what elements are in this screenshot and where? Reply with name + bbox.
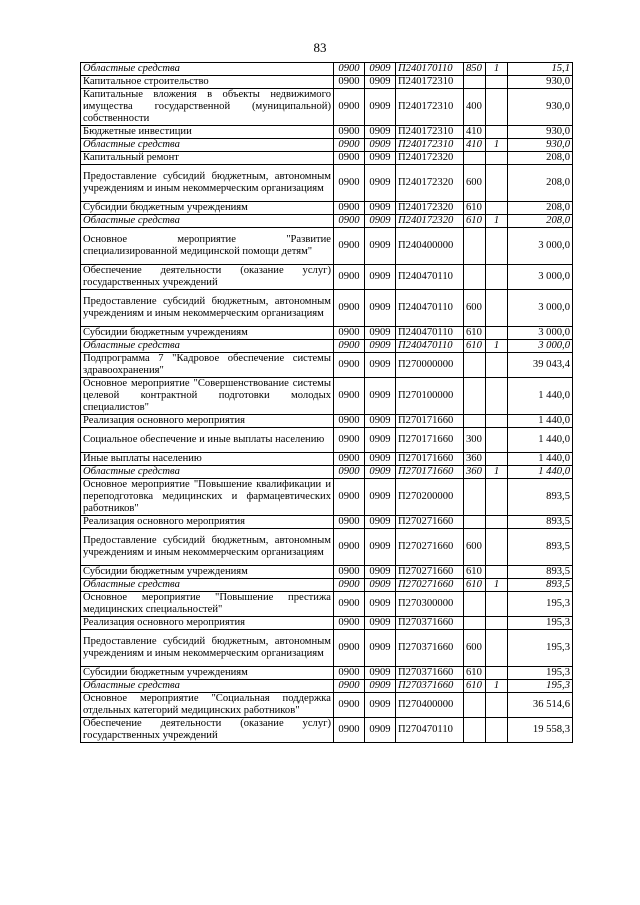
row-expense-type: 610 [464,215,486,228]
row-amount: 1 440,0 [508,378,573,415]
row-amount: 930,0 [508,89,573,126]
row-amount: 893,5 [508,579,573,592]
row-section-code: 0900 [334,428,365,453]
row-target-code: П240470110 [396,327,464,340]
row-section-code: 0900 [334,693,365,718]
row-funding-source [486,152,508,165]
row-amount: 1 440,0 [508,415,573,428]
table-row [81,718,573,743]
row-target-code: П270171660 [396,415,464,428]
table-row [81,378,573,415]
row-expense-type [464,479,486,516]
row-section-code: 0900 [334,630,365,667]
row-funding-source: 1 [486,63,508,76]
row-target-code: П270371660 [396,630,464,667]
budget-table-body [81,63,573,743]
row-expense-type [464,718,486,743]
row-expense-type [464,378,486,415]
row-expense-type: 360 [464,453,486,466]
row-amount: 930,0 [508,126,573,139]
row-target-code: П270271660 [396,516,464,529]
row-subsection-code: 0909 [365,63,396,76]
row-amount: 893,5 [508,529,573,566]
row-expense-type: 610 [464,202,486,215]
table-row [81,630,573,667]
row-target-code: П240400000 [396,228,464,265]
row-description: Областные средства [81,680,334,693]
row-subsection-code: 0909 [365,89,396,126]
row-subsection-code: 0909 [365,428,396,453]
table-row [81,566,573,579]
row-description: Реализация основного мероприятия [81,617,334,630]
row-description: Обеспечение деятельности (оказание услуг) государственных учреждений [81,718,334,743]
row-subsection-code: 0909 [365,265,396,290]
row-target-code: П270371660 [396,617,464,630]
row-amount: 1 440,0 [508,453,573,466]
row-funding-source [486,89,508,126]
row-description: Субсидии бюджетным учреждениям [81,327,334,340]
row-section-code: 0900 [334,290,365,327]
table-row [81,63,573,76]
row-description: Реализация основного мероприятия [81,415,334,428]
row-subsection-code: 0909 [365,617,396,630]
row-target-code: П270470110 [396,718,464,743]
row-description: Социальное обеспечение и иные выплаты населению [81,428,334,453]
row-description: Основное мероприятие "Совершенствование системы целевой контрактной подготовки молодых специалистов" [81,378,334,415]
row-section-code: 0900 [334,529,365,566]
row-section-code: 0900 [334,63,365,76]
table-row [81,165,573,202]
row-description: Бюджетные инвестиции [81,126,334,139]
row-section-code: 0900 [334,566,365,579]
table-row [81,516,573,529]
row-subsection-code: 0909 [365,126,396,139]
row-amount: 195,3 [508,680,573,693]
row-amount: 1 440,0 [508,466,573,479]
row-funding-source [486,165,508,202]
row-expense-type: 610 [464,667,486,680]
row-subsection-code: 0909 [365,340,396,353]
row-description: Субсидии бюджетным учреждениям [81,202,334,215]
row-target-code: П270371660 [396,667,464,680]
row-target-code: П270400000 [396,693,464,718]
row-subsection-code: 0909 [365,327,396,340]
row-target-code: П240172320 [396,152,464,165]
row-section-code: 0900 [334,479,365,516]
row-target-code: П240470110 [396,265,464,290]
table-row [81,415,573,428]
row-description: Капитальный ремонт [81,152,334,165]
table-row [81,327,573,340]
row-target-code: П240172320 [396,215,464,228]
row-description: Областные средства [81,579,334,592]
row-amount: 208,0 [508,202,573,215]
row-funding-source [486,516,508,529]
row-amount: 15,1 [508,63,573,76]
row-section-code: 0900 [334,165,365,202]
row-amount: 208,0 [508,215,573,228]
budget-table [80,62,573,743]
row-target-code: П240172320 [396,165,464,202]
row-funding-source [486,453,508,466]
row-description: Обеспечение деятельности (оказание услуг) государственных учреждений [81,265,334,290]
row-funding-source [486,265,508,290]
row-section-code: 0900 [334,667,365,680]
row-section-code: 0900 [334,579,365,592]
row-subsection-code: 0909 [365,215,396,228]
row-amount: 930,0 [508,76,573,89]
row-section-code: 0900 [334,340,365,353]
row-funding-source [486,667,508,680]
row-funding-source: 1 [486,680,508,693]
row-amount: 36 514,6 [508,693,573,718]
row-target-code: П240470110 [396,290,464,327]
row-amount: 208,0 [508,152,573,165]
table-row [81,617,573,630]
row-amount: 3 000,0 [508,265,573,290]
row-subsection-code: 0909 [365,529,396,566]
table-row [81,152,573,165]
row-funding-source [486,126,508,139]
table-row [81,693,573,718]
row-section-code: 0900 [334,466,365,479]
row-funding-source: 1 [486,139,508,152]
row-funding-source [486,290,508,327]
row-amount: 19 558,3 [508,718,573,743]
row-target-code: П270000000 [396,353,464,378]
row-description: Основное мероприятие "Повышение квалификации и переподготовка медицинских и фармацевтических работников" [81,479,334,516]
row-description: Областные средства [81,63,334,76]
row-funding-source: 1 [486,340,508,353]
row-subsection-code: 0909 [365,290,396,327]
table-row [81,340,573,353]
table-row [81,139,573,152]
row-target-code: П270200000 [396,479,464,516]
row-amount: 930,0 [508,139,573,152]
row-amount: 195,3 [508,667,573,680]
row-expense-type [464,265,486,290]
row-subsection-code: 0909 [365,453,396,466]
row-subsection-code: 0909 [365,353,396,378]
row-amount: 3 000,0 [508,290,573,327]
row-amount: 195,3 [508,630,573,667]
row-subsection-code: 0909 [365,516,396,529]
page-number: 83 [313,40,327,55]
row-funding-source: 1 [486,215,508,228]
row-subsection-code: 0909 [365,466,396,479]
row-section-code: 0900 [334,453,365,466]
row-subsection-code: 0909 [365,415,396,428]
row-section-code: 0900 [334,516,365,529]
table-row [81,428,573,453]
table-row [81,529,573,566]
row-section-code: 0900 [334,202,365,215]
row-description: Областные средства [81,215,334,228]
row-funding-source [486,617,508,630]
row-subsection-code: 0909 [365,165,396,202]
row-section-code: 0900 [334,415,365,428]
row-expense-type: 850 [464,63,486,76]
row-subsection-code: 0909 [365,139,396,152]
row-funding-source [486,327,508,340]
row-expense-type [464,693,486,718]
row-expense-type: 610 [464,579,486,592]
row-description: Основное мероприятие "Социальная поддержка отдельных категорий медицинских работников" [81,693,334,718]
row-target-code: П240172320 [396,202,464,215]
row-section-code: 0900 [334,76,365,89]
row-subsection-code: 0909 [365,592,396,617]
row-amount: 3 000,0 [508,228,573,265]
table-row [81,202,573,215]
row-funding-source: 1 [486,466,508,479]
row-subsection-code: 0909 [365,579,396,592]
row-expense-type: 610 [464,327,486,340]
row-target-code: П270271660 [396,566,464,579]
row-description: Субсидии бюджетным учреждениям [81,566,334,579]
row-subsection-code: 0909 [365,693,396,718]
table-row [81,265,573,290]
row-funding-source [486,718,508,743]
row-expense-type [464,228,486,265]
row-amount: 195,3 [508,592,573,617]
row-description: Предоставление субсидий бюджетным, автономным учреждениям и иным некоммерческим организациям [81,290,334,327]
row-amount: 893,5 [508,516,573,529]
row-amount: 1 440,0 [508,428,573,453]
table-row [81,228,573,265]
row-amount: 39 043,4 [508,353,573,378]
row-expense-type [464,152,486,165]
row-section-code: 0900 [334,680,365,693]
row-expense-type: 610 [464,566,486,579]
row-funding-source: 1 [486,579,508,592]
row-expense-type: 600 [464,290,486,327]
row-amount: 195,3 [508,617,573,630]
row-section-code: 0900 [334,378,365,415]
table-row [81,579,573,592]
row-funding-source [486,76,508,89]
row-target-code: П240172310 [396,89,464,126]
row-expense-type [464,592,486,617]
row-target-code: П240470110 [396,340,464,353]
row-target-code: П270271660 [396,579,464,592]
row-description: Субсидии бюджетным учреждениям [81,667,334,680]
row-section-code: 0900 [334,152,365,165]
row-description: Областные средства [81,340,334,353]
row-target-code: П270171660 [396,466,464,479]
row-expense-type [464,415,486,428]
row-expense-type [464,353,486,378]
row-expense-type: 410 [464,126,486,139]
row-subsection-code: 0909 [365,718,396,743]
row-funding-source [486,566,508,579]
table-row [81,680,573,693]
row-target-code: П270371660 [396,680,464,693]
table-row [81,353,573,378]
row-expense-type: 610 [464,340,486,353]
table-row [81,89,573,126]
row-funding-source [486,592,508,617]
row-section-code: 0900 [334,228,365,265]
row-expense-type: 610 [464,680,486,693]
row-funding-source [486,428,508,453]
table-row [81,479,573,516]
row-description: Капитальное строительство [81,76,334,89]
row-funding-source [486,228,508,265]
row-target-code: П270300000 [396,592,464,617]
row-section-code: 0900 [334,139,365,152]
row-description: Предоставление субсидий бюджетным, автономным учреждениям и иным некоммерческим организациям [81,529,334,566]
row-description: Основное мероприятие "Повышение престижа медицинских специальностей" [81,592,334,617]
row-subsection-code: 0909 [365,152,396,165]
row-description: Подпрограмма 7 "Кадровое обеспечение системы здравоохранения" [81,353,334,378]
table-row [81,126,573,139]
row-amount: 893,5 [508,479,573,516]
row-description: Предоставление субсидий бюджетным, автономным учреждениям и иным некоммерческим организациям [81,630,334,667]
row-target-code: П240172310 [396,126,464,139]
row-section-code: 0900 [334,89,365,126]
row-description: Основное мероприятие "Развитие специализированной медицинской помощи детям" [81,228,334,265]
row-subsection-code: 0909 [365,630,396,667]
row-section-code: 0900 [334,265,365,290]
row-target-code: П270271660 [396,529,464,566]
row-target-code: П240170110 [396,63,464,76]
row-subsection-code: 0909 [365,228,396,265]
row-funding-source [486,630,508,667]
row-expense-type [464,617,486,630]
row-expense-type [464,76,486,89]
row-subsection-code: 0909 [365,680,396,693]
row-target-code: П270100000 [396,378,464,415]
row-target-code: П240172310 [396,139,464,152]
row-amount: 3 000,0 [508,327,573,340]
row-expense-type [464,516,486,529]
row-section-code: 0900 [334,592,365,617]
row-description: Иные выплаты населению [81,453,334,466]
row-funding-source [486,353,508,378]
table-row [81,76,573,89]
row-expense-type: 600 [464,529,486,566]
row-expense-type: 600 [464,165,486,202]
row-target-code: П270171660 [396,428,464,453]
row-description: Предоставление субсидий бюджетным, автономным учреждениям и иным некоммерческим организациям [81,165,334,202]
row-subsection-code: 0909 [365,378,396,415]
row-expense-type: 400 [464,89,486,126]
row-target-code: П240172310 [396,76,464,89]
row-funding-source [486,479,508,516]
row-section-code: 0900 [334,617,365,630]
row-expense-type: 300 [464,428,486,453]
table-row [81,453,573,466]
row-section-code: 0900 [334,327,365,340]
row-funding-source [486,415,508,428]
row-section-code: 0900 [334,353,365,378]
row-description: Областные средства [81,139,334,152]
row-description: Реализация основного мероприятия [81,516,334,529]
table-row [81,290,573,327]
row-subsection-code: 0909 [365,667,396,680]
row-amount: 208,0 [508,165,573,202]
row-funding-source [486,529,508,566]
row-description: Капитальные вложения в объекты недвижимого имущества государственной (муниципальной) собственности [81,89,334,126]
table-row [81,466,573,479]
row-subsection-code: 0909 [365,76,396,89]
table-row [81,215,573,228]
row-funding-source [486,693,508,718]
row-expense-type: 410 [464,139,486,152]
row-expense-type: 360 [464,466,486,479]
row-funding-source [486,202,508,215]
row-funding-source [486,378,508,415]
table-row [81,667,573,680]
row-section-code: 0900 [334,126,365,139]
row-amount: 3 000,0 [508,340,573,353]
row-section-code: 0900 [334,718,365,743]
row-target-code: П270171660 [396,453,464,466]
row-subsection-code: 0909 [365,202,396,215]
row-subsection-code: 0909 [365,566,396,579]
row-section-code: 0900 [334,215,365,228]
table-row [81,592,573,617]
row-expense-type: 600 [464,630,486,667]
row-description: Областные средства [81,466,334,479]
row-subsection-code: 0909 [365,479,396,516]
row-amount: 893,5 [508,566,573,579]
